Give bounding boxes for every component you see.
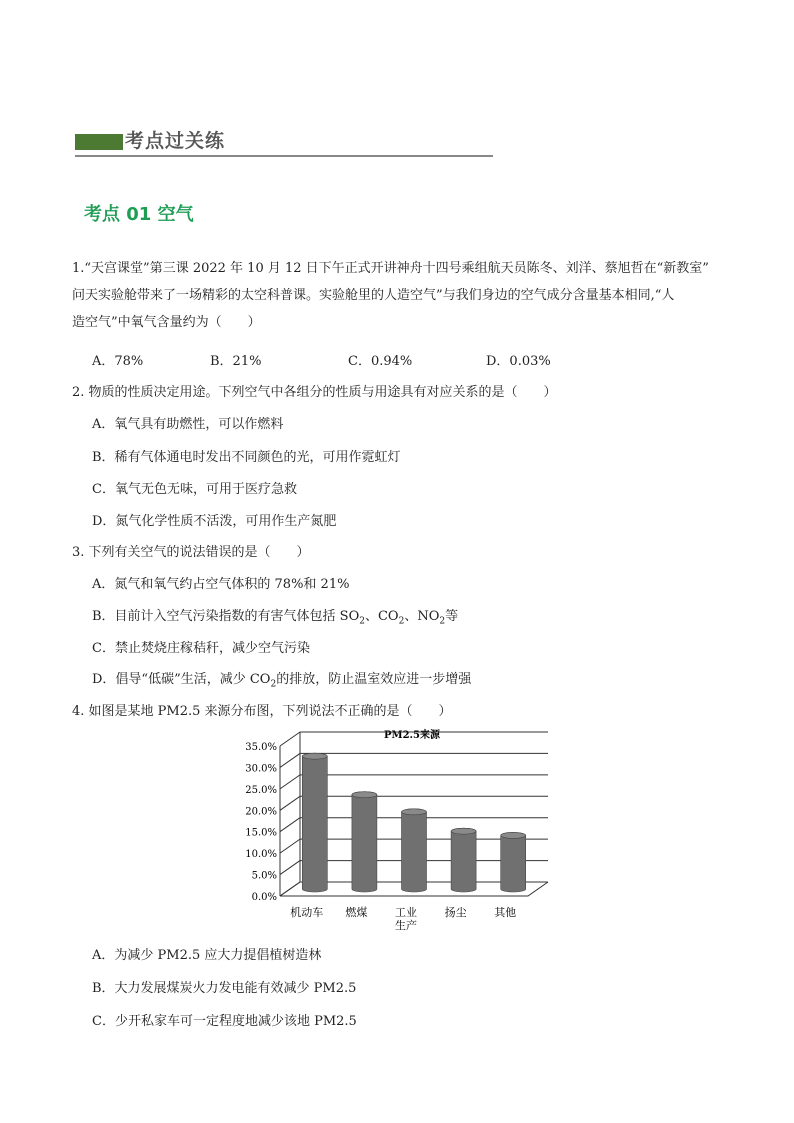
banner-block [75, 134, 123, 150]
pm25-chart [240, 726, 560, 936]
chart-gridline-diagonal [280, 753, 300, 767]
question-2-option-a: A．氧气具有助燃性，可以作燃料 [92, 417, 284, 432]
question-1-option-b: B．21% [210, 354, 262, 369]
chart-bar-top [451, 828, 476, 834]
chart-gridline-diagonal [280, 839, 300, 853]
question-1-line-1: 1.“天宫课堂”第三课 2022 年 10 月 12 日下午正式开讲神舟十四号乘组航天员陈冬、刘洋、蔡旭哲在“新教室” [72, 261, 709, 276]
question-4-stem: 4. 如图是某地 PM2.5 来源分布图，下列说法不正确的是（ ） [72, 704, 452, 719]
banner-title: 考点过关练 [125, 130, 226, 152]
y-tick-label: 20.0% [245, 806, 277, 818]
question-3-stem: 3. 下列有关空气的说法错误的是（ ） [72, 545, 310, 560]
option-d-text-1: D．倡导“低碳”生活，减少 CO [92, 672, 271, 687]
chart-bar-top [402, 809, 427, 815]
question-4-option-c: C．少开私家车可一定程度地减少该地 PM2.5 [92, 1014, 357, 1029]
section-title: 考点 01 空气 [84, 204, 194, 225]
pm25-chart-svg [240, 726, 560, 936]
chart-gridline-diagonal [280, 882, 300, 896]
chart-bar [501, 832, 526, 892]
question-2-option-d: D．氮气化学性质不活泼，可用作生产氮肥 [92, 514, 337, 529]
chart-bar [352, 792, 377, 892]
option-b-text-2: 、CO [364, 609, 399, 624]
question-1 [72, 255, 732, 336]
x-category-label: 扬尘 [444, 906, 467, 919]
y-tick-label: 30.0% [245, 763, 277, 775]
question-4-option-a: A．为减少 PM2.5 应大力提倡植树造林 [92, 948, 322, 963]
option-b-text-1: B．目前计入空气污染指数的有害气体包括 SO [92, 609, 360, 624]
question-2-option-b: B．稀有气体通电时发出不同颜色的光，可用作霓虹灯 [92, 450, 401, 465]
subscript-2: 2 [398, 616, 405, 627]
y-tick-label: 5.0% [251, 870, 277, 882]
chart-bar-top [302, 753, 327, 759]
option-d-text-2: 的排放，防止温室效应进一步增强 [276, 672, 472, 687]
banner-underline [75, 155, 493, 157]
subscript-2: 2 [439, 616, 446, 627]
question-1-option-d: D．0.03% [486, 354, 551, 369]
option-b-text-4: 等 [445, 609, 459, 624]
chart-gridline-diagonal [280, 732, 300, 746]
question-1-option-c: C．0.94% [348, 354, 413, 369]
y-tick-label: 10.0% [245, 849, 277, 861]
chart-gridline-diagonal [280, 818, 300, 832]
chart-gridline-diagonal [280, 796, 300, 810]
chart-gridline-diagonal [280, 775, 300, 789]
chart-bar [302, 753, 327, 892]
question-1-line-3: 造空气”中氧气含量约为（ ） [72, 315, 261, 330]
y-tick-label: 25.0% [245, 784, 277, 796]
question-3-option-c: C．禁止焚烧庄稼秸秆，减少空气污染 [92, 641, 310, 656]
chart-gridline-diagonal [280, 861, 300, 875]
chart-bar [451, 828, 476, 892]
section-banner [75, 128, 493, 158]
x-category-label: 燃煤 [345, 906, 368, 919]
question-3-option-a: A．氮气和氧气约占空气体积的 78%和 21% [92, 577, 350, 592]
x-category-label: 生产 [395, 919, 417, 932]
y-tick-label: 35.0% [245, 742, 277, 753]
option-b-text-3: 、NO [404, 609, 440, 624]
chart-bar-top [352, 792, 377, 798]
chart-side-wall [280, 732, 300, 896]
x-category-label: 工业 [395, 906, 417, 919]
x-category-label: 其他 [494, 906, 517, 919]
chart-bar-top [501, 832, 526, 838]
question-1-line-2: 问天实验舱带来了一场精彩的太空科普课。实验舱里的人造空气”与我们身边的空气成分含量基本相同,“人 [72, 288, 675, 303]
question-2-option-c: C．氧气无色无味，可用于医疗急救 [92, 482, 297, 497]
y-tick-label: 15.0% [245, 827, 277, 839]
question-1-option-a: A．78% [92, 354, 144, 369]
chart-bar [402, 809, 427, 892]
x-category-label: 机动车 [290, 906, 324, 919]
chart-title: PM2.5来源 [384, 730, 440, 741]
subscript-2: 2 [270, 679, 277, 690]
question-3-option-d [92, 670, 471, 695]
question-2-stem: 2. 物质的性质决定用途。下列空气中各组分的性质与用途具有对应关系的是（ ） [72, 385, 557, 400]
y-tick-label: 0.0% [251, 892, 277, 903]
question-3-option-b [92, 607, 458, 632]
subscript-2: 2 [359, 616, 365, 627]
question-4-option-b: B．大力发展煤炭火力发电能有效减少 PM2.5 [92, 981, 357, 996]
